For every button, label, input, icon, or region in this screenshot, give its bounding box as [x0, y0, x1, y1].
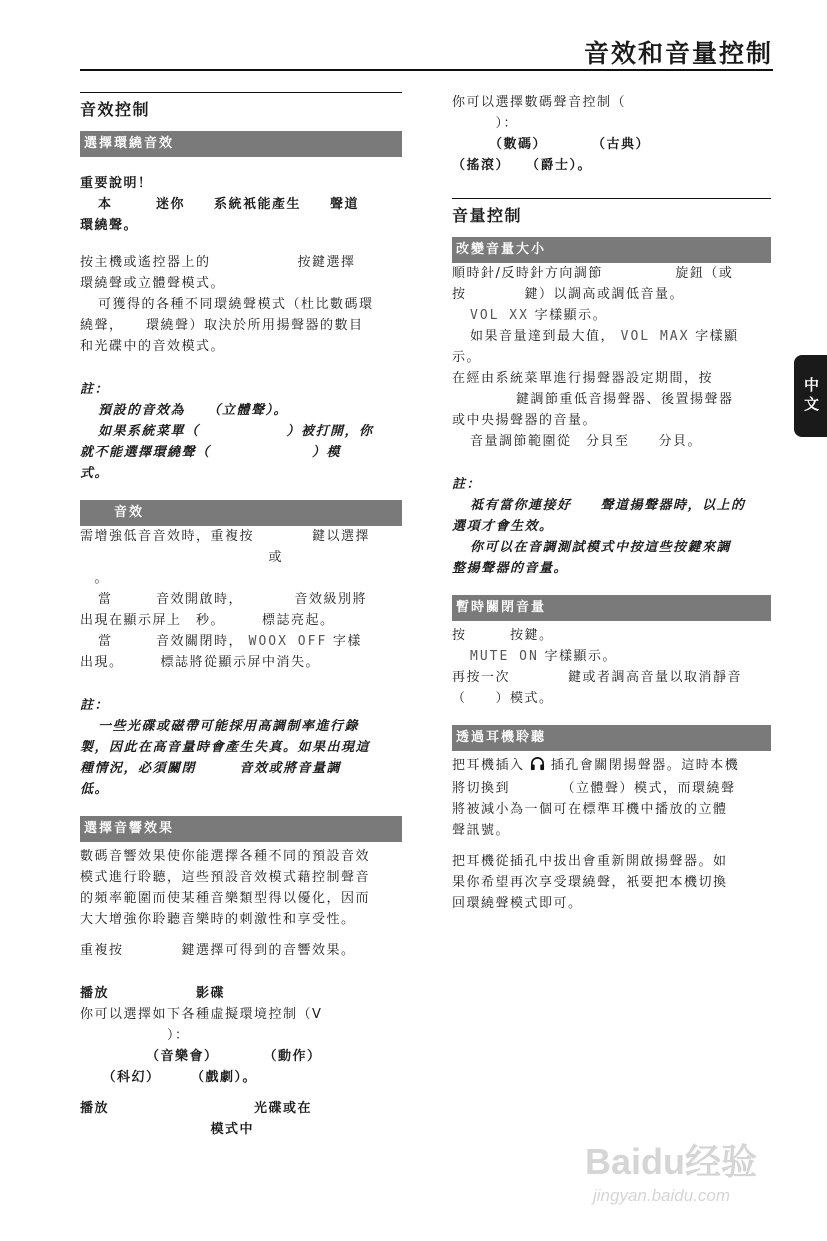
paragraph-line: 回環繞聲模式即可。 [452, 896, 583, 911]
paragraph-line: （ ）模式。 [452, 691, 554, 706]
paragraph-line: （數碼） （古典） [452, 137, 651, 152]
paragraph-line: （搖滾） （爵士）。 [452, 158, 593, 173]
paragraph-line: （科幻） （戲劇）。 [80, 1070, 258, 1085]
note-line: 低。 [80, 782, 110, 797]
paragraph-line: 音量調節範圍從 分貝至 分貝。 [470, 434, 703, 449]
bar-select-effect: 選擇音響效果 [80, 816, 402, 842]
paragraph-line: 鍵調節重低音揚聲器、後置揚聲器 [516, 392, 734, 407]
paragraph-line: 在經由系統菜單進行揚聲器設定期間，按 [452, 371, 714, 386]
bar-woox: 音效 [80, 500, 402, 526]
lcd-text: VOL MAX [620, 329, 690, 344]
note-line: 選項才會生效。 [452, 519, 554, 534]
paragraph-line: 再按一次 鍵或者調高音量以取消靜音 [452, 670, 743, 685]
lcd-text: MUTE ON [470, 649, 539, 664]
right-column [452, 92, 771, 914]
language-tab: 中文 [794, 355, 827, 437]
important-text: 本 迷你 系統衹能產生 聲道 [98, 197, 360, 212]
watermark [585, 1112, 775, 1212]
lcd-text: VOL XX [470, 308, 529, 323]
paragraph-line: 或中央揚聲器的音量。 [452, 413, 598, 428]
note-line: 式。 [80, 466, 110, 481]
paragraph-line: MUTE ON 字樣顯示。 [470, 649, 617, 664]
paragraph-line: 把耳機從插孔中拔出會重新開啟揚聲器。如 [452, 854, 728, 869]
paragraph-line: 順時針/反時針方向調節 旋鈕（或 [452, 266, 734, 281]
paragraph-line: 需增強低音音效時，重複按 鍵以選擇 [80, 529, 371, 544]
paragraph-line: 的頻率範圍而使某種音樂類型得以優化，因而 [80, 891, 371, 906]
paragraph-line: 按 按鍵。 [452, 628, 554, 643]
paragraph-line: 可獲得的各種不同環繞聲模式（杜比數碼環 [98, 297, 374, 312]
bar-select-surround: 選擇環繞音效 [80, 131, 402, 157]
note-line: 預設的音效為 （立體聲）。 [98, 403, 289, 418]
watermark-url: jingyan.baidu.com [593, 1186, 731, 1205]
paragraph-line: 將切換到 （立體聲）模式，而環繞聲 [452, 781, 736, 796]
note-line: 祗有當你連接好 聲道揚聲器時，以上的 [470, 498, 746, 513]
paragraph-line: 和光碟中的音效模式。 [80, 339, 226, 354]
paragraph-line: 你可以選擇如下各種虛擬環境控制（V [80, 1007, 323, 1022]
paragraph-line: 當 音效關閉時， WOOX OFF 字樣 [98, 634, 362, 649]
important-text: 環繞聲。 [80, 218, 139, 233]
bar-mute: 暫時關閉音量 [452, 595, 771, 621]
paragraph-line: 按 鍵）以調高或調低音量。 [452, 287, 685, 302]
paragraph-line: ）： [80, 1028, 190, 1043]
section-title-sound-control: 音效控制 [80, 92, 402, 121]
important-label: 重要說明！ [80, 176, 153, 191]
note-line: 整揚聲器的音量。 [452, 561, 569, 576]
paragraph-line: VOL XX 字樣顯示。 [470, 308, 608, 323]
paragraph-line: 出現。 標誌將從顯示屏中消失。 [80, 655, 321, 670]
subheading-play-disc: 播放 光碟或在 [80, 1101, 313, 1116]
paragraph-line: ）： [452, 116, 519, 131]
paragraph-line: 大大增強你聆聽音樂時的刺激性和享受性。 [80, 912, 356, 927]
section-title-volume-control: 音量控制 [452, 198, 771, 227]
note-line: 如果系統菜單（ ）被打開，你 [98, 424, 374, 439]
paragraph-line: 如果音量達到最大值， VOL MAX 字樣顯 [470, 329, 739, 344]
headphones-icon [530, 756, 545, 778]
paragraph-line: 按主機或遙控器上的 按鍵選擇 [80, 255, 356, 270]
paragraph-line: 當 音效開啟時， 音效級別將 [98, 592, 368, 607]
note-label: 註： [452, 477, 482, 492]
bar-headphones: 透過耳機聆聽 [452, 725, 771, 751]
paragraph-line: 或 [80, 550, 284, 565]
title-rule [80, 69, 773, 71]
paragraph-line: 數碼音響效果使你能選擇各種不同的預設音效 [80, 849, 371, 864]
page-title: 音效和音量控制 [583, 39, 773, 68]
left-column [80, 92, 402, 1140]
paragraph-line: 聲訊號。 [452, 823, 511, 838]
note-line: 一些光碟或磁帶可能採用高調制率進行錄 [98, 719, 360, 734]
paragraph-line: 。 [80, 571, 110, 586]
paragraph-line: 重複按 鍵選擇可得到的音響效果。 [80, 943, 356, 958]
note-line: 就不能選擇環繞聲（ ）模 [80, 445, 342, 460]
note-line: 你可以在音調測試模式中按這些按鍵來調 [470, 540, 732, 555]
note-label: 註： [80, 698, 110, 713]
paragraph-line: 把耳機插入 插孔會關閉揚聲器。這時本機 [452, 755, 771, 778]
paragraph-line: （音樂會） （動作） [80, 1049, 322, 1064]
paragraph-line: 你可以選擇數碼聲音控制（ [452, 95, 627, 110]
paragraph-line: 果你希望再次享受環繞聲，衹要把本機切換 [452, 875, 728, 890]
lcd-text: WOOX OFF [248, 634, 328, 649]
paragraph-line: 出現在顯示屏上 秒。 標誌亮起。 [80, 613, 335, 628]
paragraph-line: 示。 [452, 350, 482, 365]
subheading-play-disc: 模式中 [80, 1122, 255, 1137]
bar-change-volume: 改變音量大小 [452, 237, 771, 263]
paragraph-line: 將被減小為一個可在標準耳機中播放的立體 [452, 802, 728, 817]
subheading-play-movie: 播放 影碟 [80, 986, 226, 1001]
paragraph-line: 繞聲， 環繞聲）取決於所用揚聲器的數目 [80, 318, 364, 333]
watermark-logo: Baidu经验 [585, 1141, 758, 1182]
note-label: 註： [80, 382, 110, 397]
paragraph-line: 模式進行聆聽，這些預設音效模式藉控制聲音 [80, 870, 371, 885]
note-line: 種情況，必須關閉 音效或將音量調 [80, 761, 342, 776]
paragraph-line: 環繞聲或立體聲模式。 [80, 276, 226, 291]
note-line: 製，因此在高音量時會產生失真。如果出現這 [80, 740, 371, 755]
